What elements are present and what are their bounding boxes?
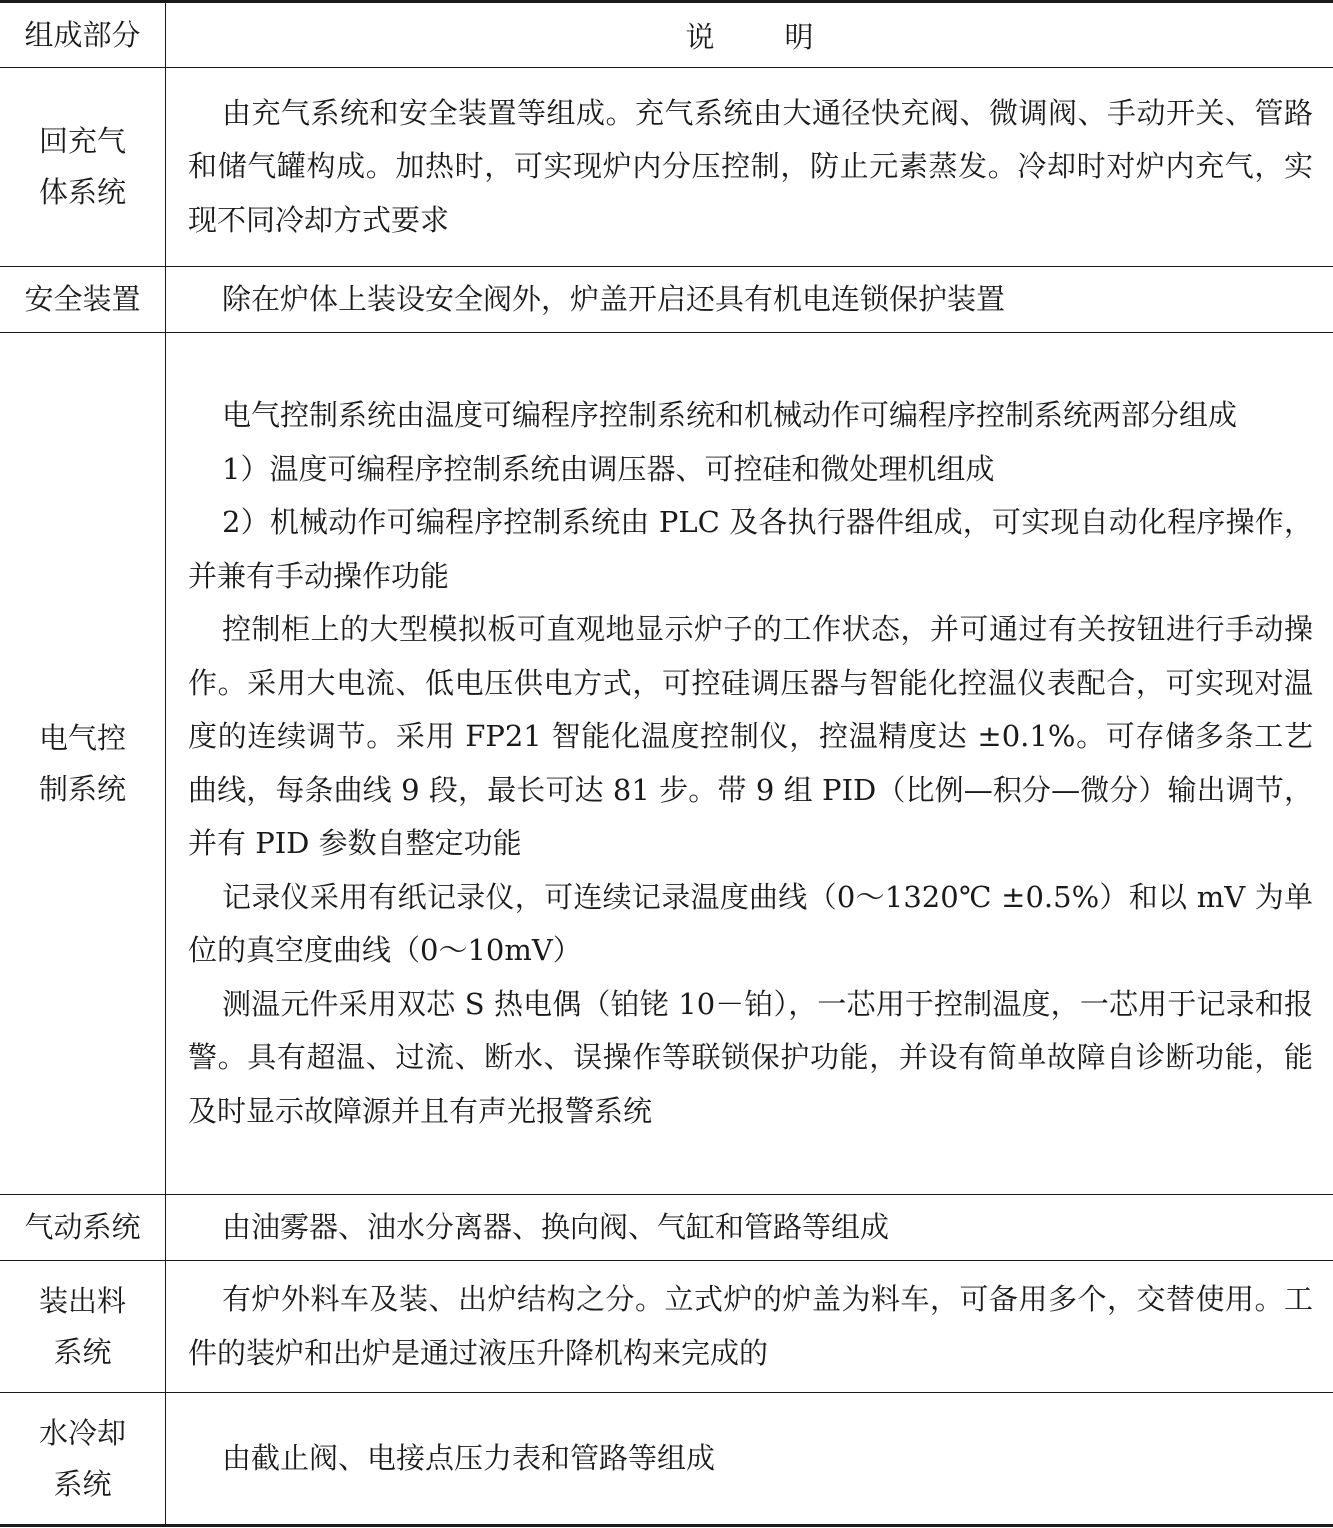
header-component [0, 3, 165, 67]
component-name: 回充气体系统 [38, 124, 126, 209]
table-bottom-rule [0, 1524, 1333, 1527]
description-paragraph: 有炉外料车及装、出炉结构之分。立式炉的炉盖为料车，可备用多个，交替使用。工件的装炉和出炉是通过液压升降机构来完成的 [188, 1282, 1313, 1370]
description-paragraph: 控制柜上的大型模拟板可直观地显示炉子的工作状态，并可通过有关按钮进行手动操作。采用大电流、低电压供电方式，可控硅调压器与智能化控温仪表配合，可实现对温度的连续调节。采用 FP21 智能化温度控制仪，控温精度达 ±0.1%。可存储多条工艺曲线，每条曲线 9 段，最长可达 81 步。带 9 组 PID（比例—积分—微分）输出调节，并有 PID 参数自整定功能 [188, 612, 1313, 860]
description-paragraph: 由油雾器、油水分离器、换向阀、气缸和管路等组成 [222, 1209, 890, 1244]
component-name: 电气控制系统 [38, 720, 126, 806]
component-name: 装出料系统 [38, 1283, 126, 1369]
description-cell [188, 1195, 1313, 1260]
description-paragraph: 1）温度可编程序控制系统由调压器、可控硅和微处理机组成 [222, 451, 995, 486]
component-name-cell [0, 1393, 165, 1524]
description-paragraph: 电气控制系统由温度可编程序控制系统和机械动作可编程序控制系统两部分组成 [222, 398, 1238, 432]
component-name: 安全装置 [24, 282, 141, 316]
description-paragraph: 记录仪采用有纸记录仪，可连续记录温度曲线（0～1320℃ ±0.5%）和以 mV 为单位的真空度曲线（0～10mV） [188, 879, 1313, 967]
description-paragraph: 2）机械动作可编程序控制系统由 PLC 及各执行器件组成，可实现自动化程序操作，并兼有手动操作功能 [188, 505, 1313, 593]
component-name-cell [0, 267, 165, 332]
table-row [0, 1195, 1333, 1260]
description-cell [188, 333, 1313, 1194]
table-row [0, 1261, 1333, 1392]
component-name: 水冷却系统 [38, 1415, 126, 1501]
component-name-cell [0, 68, 165, 266]
header-description [166, 3, 1333, 67]
component-name-cell [0, 333, 165, 1194]
table-row [0, 267, 1333, 332]
description-paragraph: 由截止阀、电接点压力表和管路等组成 [222, 1440, 716, 1475]
description-paragraph: 测温元件采用双芯 S 热电偶（铂铑 10－铂），一芯用于控制温度，一芯用于记录和报警。具有超温、过流、断水、误操作等联锁保护功能，并设有简单故障自诊断功能，能及时显示故障源并且有声光报警系统 [188, 986, 1313, 1128]
component-name: 气动系统 [24, 1210, 141, 1244]
table-row [0, 68, 1333, 266]
table-row [0, 1393, 1333, 1524]
description-paragraph: 由充气系统和安全装置等组成。充气系统由大通径快充阀、微调阀、手动开关、管路和储气罐构成。加热时，可实现炉内分压控制，防止元素蒸发。冷却时对炉内充气，实现不同冷却方式要求 [188, 95, 1313, 237]
component-name-cell [0, 1195, 165, 1260]
table-row [0, 333, 1333, 1194]
component-name-cell [0, 1261, 165, 1392]
table-header-row [0, 3, 1333, 67]
description-cell [188, 1393, 1313, 1524]
description-cell [188, 1261, 1313, 1392]
description-paragraph: 除在炉体上装设安全阀外，炉盖开启还具有机电连锁保护装置 [222, 281, 1006, 316]
header-description-label: 说明 [685, 19, 884, 54]
description-cell [188, 68, 1313, 266]
header-component-label: 组成部分 [24, 17, 141, 52]
description-cell [188, 267, 1313, 332]
